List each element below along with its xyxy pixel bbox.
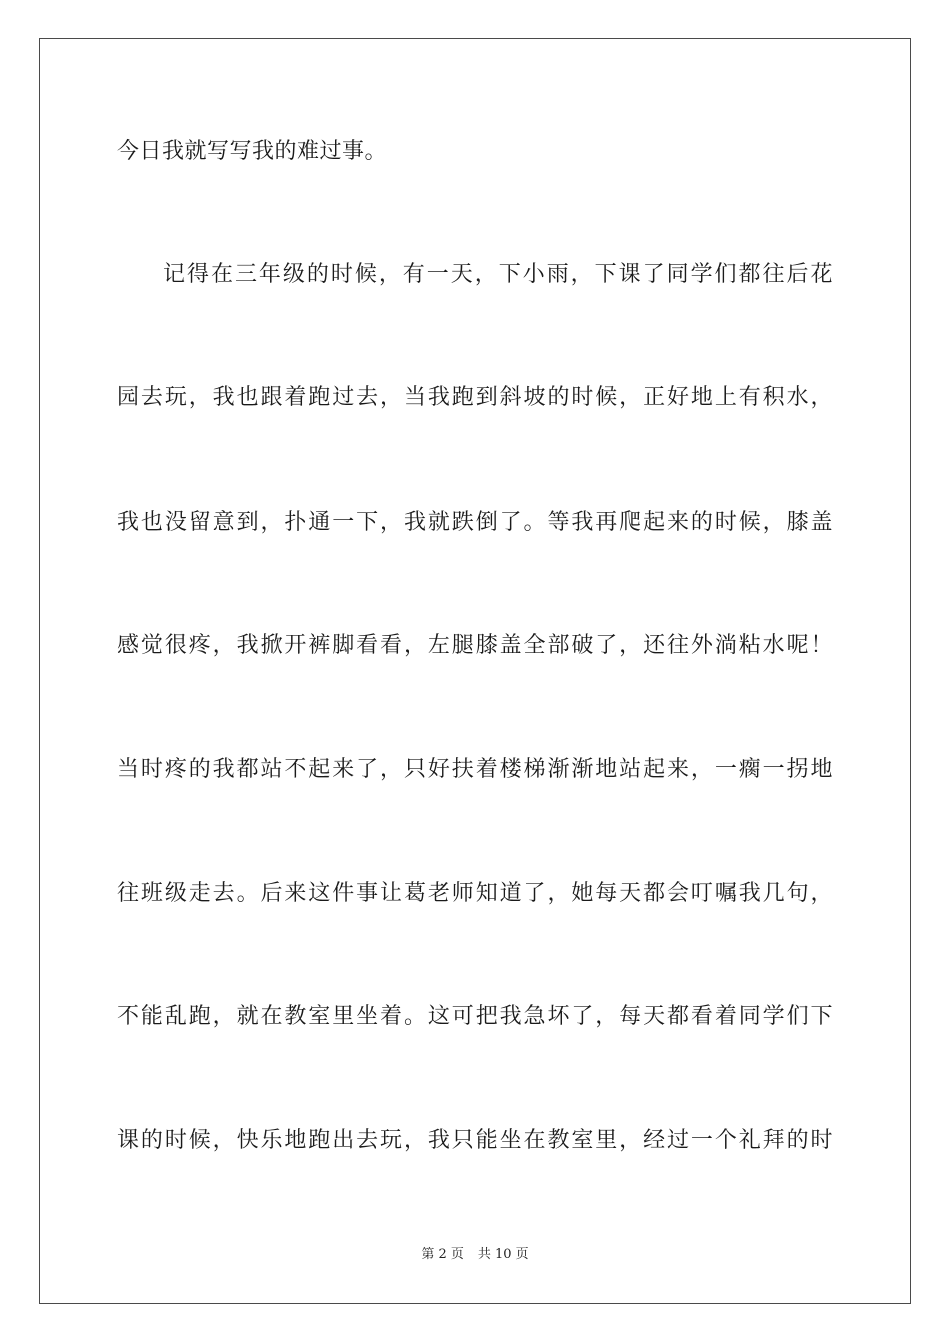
page-footer	[0, 1246, 950, 1264]
page-border	[39, 38, 911, 1304]
text-line: 我也没留意到，扑通一下，我就跌倒了。等我再爬起来的时候，膝盖	[117, 510, 833, 535]
text-line: 园去玩，我也跟着跑过去，当我跑到斜坡的时候，正好地上有积水，	[117, 385, 833, 410]
text-line: 今日我就写写我的难过事。	[117, 139, 388, 164]
text-line: 不能乱跑，就在教室里坐着。这可把我急坏了，每天都看着同学们下	[117, 1004, 833, 1029]
text-line: 往班级走去。后来这件事让葛老师知道了，她每天都会叮嘱我几句，	[117, 881, 833, 906]
text-line: 当时疼的我都站不起来了，只好扶着楼梯渐渐地站起来，一瘸一拐地	[117, 757, 833, 782]
text-line: 感觉很疼，我掀开裤脚看看，左腿膝盖全部破了，还往外淌粘水呢！	[117, 633, 833, 658]
page-number: 第 2 页	[421, 1247, 464, 1262]
page-total: 共 10 页	[477, 1247, 529, 1262]
text-line: 课的时候，快乐地跑出去玩，我只能坐在教室里，经过一个礼拜的时	[117, 1128, 833, 1153]
paragraph-first-line: 记得在三年级的时候，有一天，下小雨，下课了同学们都往后花	[163, 262, 833, 287]
